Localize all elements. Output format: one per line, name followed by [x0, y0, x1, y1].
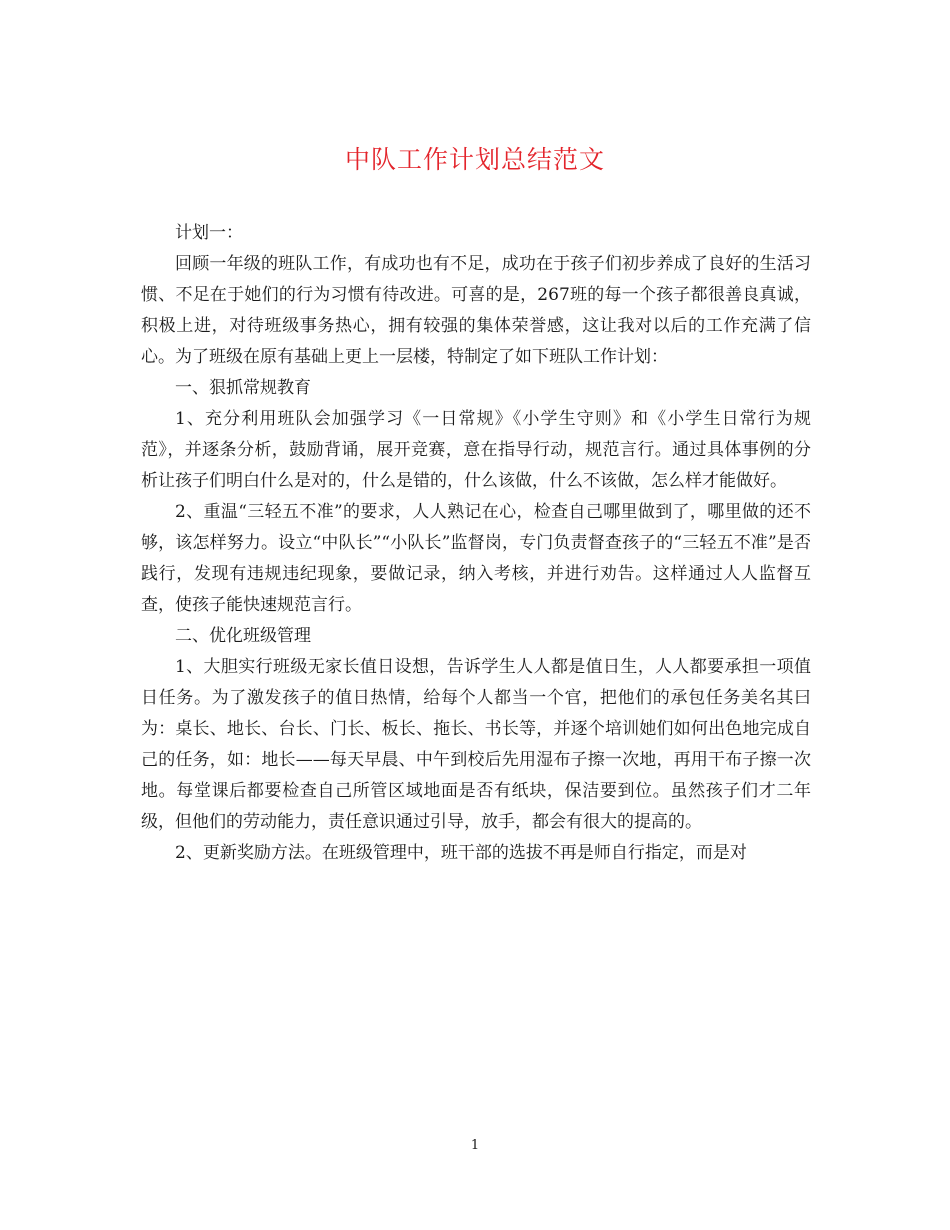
page-number: 1 — [470, 1138, 480, 1153]
section-heading-class-management: 二、优化班级管理 — [175, 626, 311, 646]
paragraph-management-2: 2、更新奖励方法。在班级管理中，班干部的选拔不再是师自行指定，而是对 — [175, 843, 747, 863]
paragraph-plan-label: 计划一： — [175, 223, 243, 243]
document-title: 中队工作计划总结范文 — [344, 145, 605, 174]
paragraph-management-1: 1、大胆实行班级无家长值日设想，告诉学生人人都是值日生，人人都要承担一项值日任务。为了激发孩子的值日热情，给每个人都当一个官，把他们的承包任务美名其曰为：桌长、地长、台长、门长、板长、拖长、书长等，并逐个培训她们如何出色地完成自己的任务，如：地长——每天早晨、中午到校后先用湿布子擦一次地，再用干布子擦一次地。每堂课后都要检查自己所管区域地面是否有纸块，保洁要到位。虽然孩子们才二年级，但他们的劳动能力，责任意识通过引导，放手，都会有很大的提高的。 — [141, 657, 811, 832]
paragraph-routine-1: 1、充分利用班队会加强学习《一日常规》《小学生守则》和《小学生日常行为规范》，并逐条分析，鼓励背诵，展开竞赛，意在指导行动，规范言行。通过具体事例的分析让孩子们明白什么是对的，什么是错的，什么该做，什么不该做，怎么样才能做好。 — [141, 409, 811, 491]
section-heading-routine-education: 一、狠抓常规教育 — [175, 378, 311, 398]
paragraph-routine-2: 2、重温“三轻五不准”的要求，人人熟记在心，检查自己哪里做到了，哪里做的还不够，该怎样努力。设立“中队长”“小队长”监督岗，专门负责督查孩子的“三轻五不准”是否践行，发现有违规违纪现象，要做记录，纳入考核，并进行劝告。这样通过人人监督互查，使孩子能快速规范言行。 — [141, 502, 811, 615]
paragraph-intro: 回顾一年级的班队工作，有成功也有不足，成功在于孩子们初步养成了良好的生活习惯、不足在于她们的行为习惯有待改进。可喜的是，267班的每一个孩子都很善良真诚，积极上进，对待班级事务热心，拥有较强的集体荣誉感，这让我对以后的工作充满了信心。为了班级在原有基础上更上一层楼，特制定了如下班队工作计划： — [141, 254, 811, 367]
document-body — [141, 218, 811, 869]
